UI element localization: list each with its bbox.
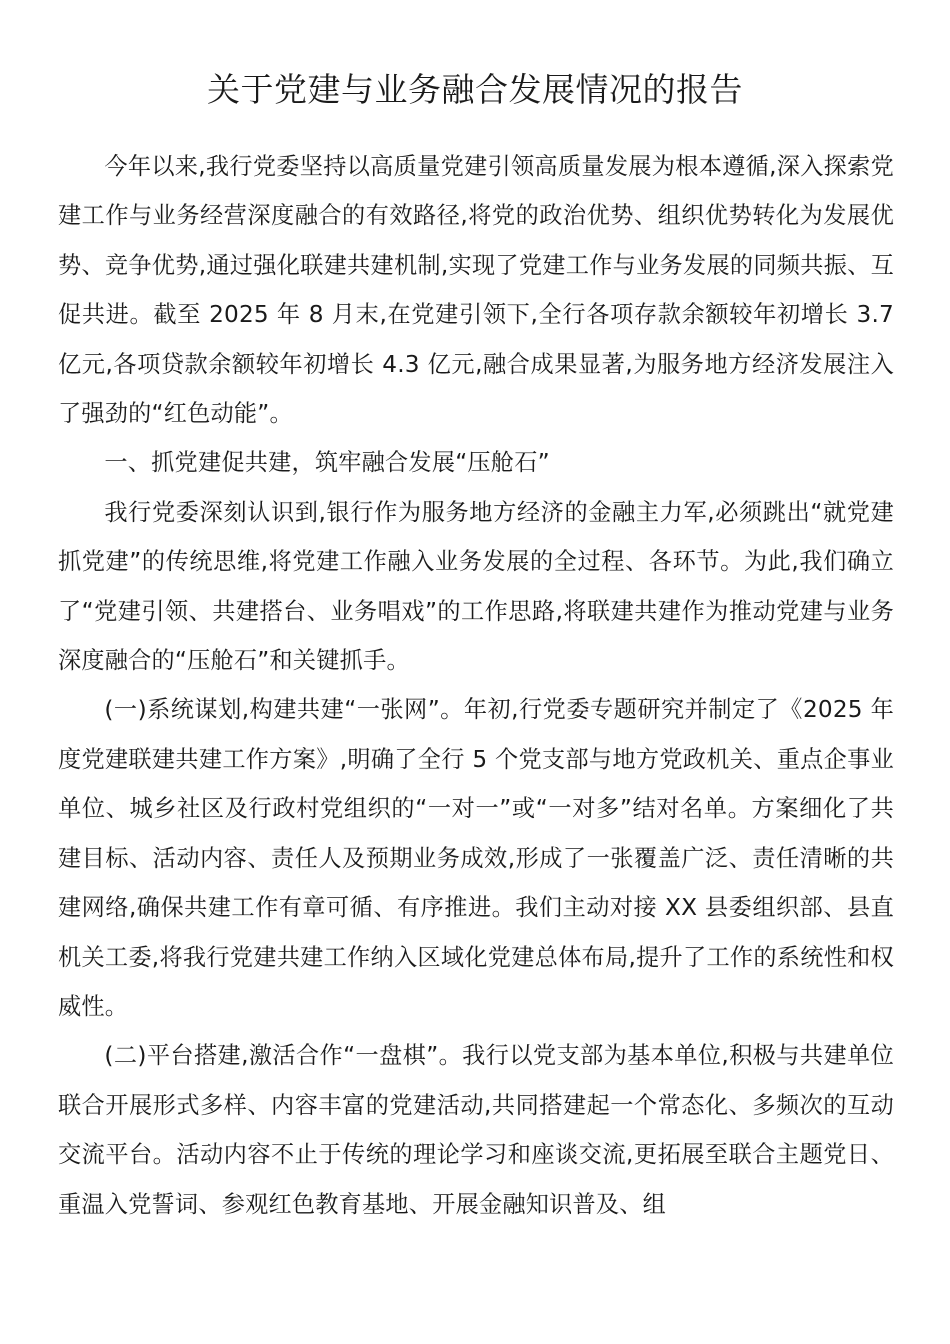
subsection-1-paragraph: (一)系统谋划,构建共建“一张网”。年初,行党委专题研究并制定了《2025 年度党建联建共建工作方案》,明确了全行 5 个党支部与地方党政机关、重点企事业单位、城乡社区及行政村党组织的“一对一”或“一对多”结对名单。方案细化了共建目标、活动内容、责任人及预期业务成效,形成了一张覆盖广泛、责任清晰的共建网络,确保共建工作有章可循、有序推进。我们主动对接 XX 县委组织部、县直机关工委,将我行党建共建工作纳入区域化党建总体布局,提升了工作的系统性和权威性。 bbox=[58, 696, 894, 1020]
subsection-2-paragraph: (二)平台搭建,激活合作“一盘棋”。我行以党支部为基本单位,积极与共建单位联合开展形式多样、内容丰富的党建活动,共同搭建起一个常态化、多频次的互动交流平台。活动内容不止于传统的理论学习和座谈交流,更拓展至联合主题党日、重温入党誓词、参观红色教育基地、开展金融知识普及、组 bbox=[58, 1042, 894, 1218]
section-1-paragraph: 我行党委深刻认识到,银行作为服务地方经济的金融主力军,必须跳出“就党建抓党建”的传统思维,将党建工作融入业务发展的全过程、各环节。为此,我们确立了“党建引领、共建搭台、业务唱戏”的工作思路,将联建共建作为推动党建与业务深度融合的“压舱石”和关键抓手。 bbox=[58, 498, 894, 675]
section-heading-1: 一、抓党建促共建，筑牢融合发展“压舱石” bbox=[104, 449, 550, 477]
document-body bbox=[58, 142, 894, 1229]
intro-paragraph: 今年以来,我行党委坚持以高质量党建引领高质量发展为根本遵循,深入探索党建工作与业务经营深度融合的有效路径,将党的政治优势、组织优势转化为发展优势、竞争优势,通过强化联建共建机制,实现了党建工作与业务发展的同频共振、互促共进。截至 2025 年 8 月末,在党建引领下,全行各项存款余额较年初增长 3.7 亿元,各项贷款余额较年初增长 4.3 亿元,融合成果显著,为服务地方经济发展注入了强劲的“红色动能”。 bbox=[58, 153, 894, 428]
document-title: 关于党建与业务融合发展情况的报告 bbox=[207, 70, 743, 109]
